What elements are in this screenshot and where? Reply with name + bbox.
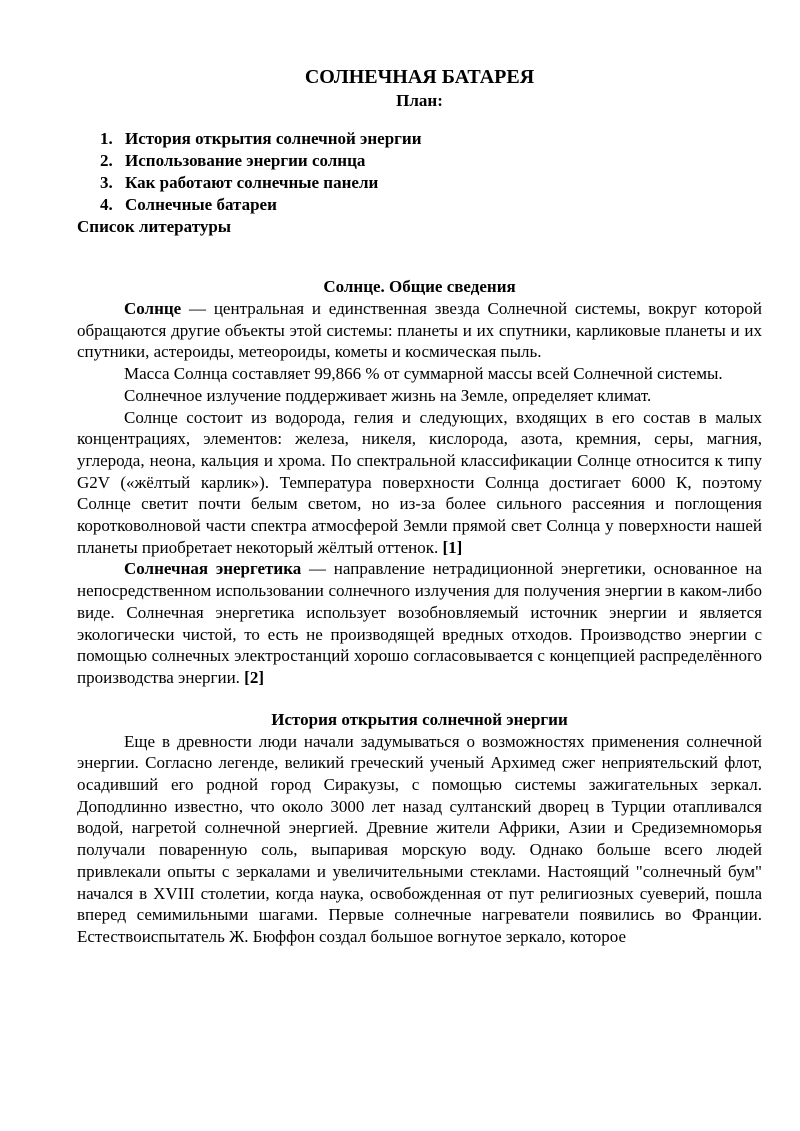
term-sun: Солнце (124, 299, 182, 318)
reference-2: [2] (244, 667, 264, 687)
paragraph-text: — направление нетрадиционной энергетики, основанное на непосредственном использовании солнечного излучения для получения энергии в каком-либо виде. Солнечная энергетика использует возобновляемый источник энергии и является экологически чистой, то есть не производящей вредных отходов. Производство энергии с помощью солнечных электростанций хорошо согласовывается с концепцией распределённого производства энергии. (77, 559, 762, 687)
plan-item-number: 2. (100, 151, 113, 170)
document-page (77, 60, 762, 948)
plan-item-label: История открытия солнечной энергии (125, 129, 422, 148)
paragraph (77, 298, 762, 363)
paragraph (77, 558, 762, 688)
document-title: СОЛНЕЧНАЯ БАТАРЕЯ (304, 66, 535, 88)
paragraph: Масса Солнца составляет 99,866 % от суммарной массы всей Солнечной системы. (124, 364, 723, 384)
section-heading-sun: Солнце. Общие сведения (323, 277, 516, 296)
paragraph-text: — центральная и единственная звезда Солнечной системы, вокруг которой обращаются другие объекты этой системы: планеты и их спутники, карликовые планеты и их спутники, астероиды, метеороиды, кометы и космическая пыль. (77, 299, 762, 362)
plan-item (77, 128, 762, 150)
plan-item (77, 172, 762, 194)
reference-1: [1] (442, 537, 463, 557)
plan-heading: План: (396, 91, 443, 110)
plan-item-label: Как работают солнечные панели (125, 173, 379, 192)
term-solar-energy: Солнечная энергетика (124, 559, 302, 579)
plan-item-number: 3. (100, 173, 113, 192)
plan-item-label: Солнечные батареи (125, 195, 277, 214)
paragraph-text: Солнце состоит из водорода, гелия и следующих, входящих в его состав в малых концентрациях, элементов: железа, никеля, кислорода, азота, кремния, серы, магния, углерода, неона, кальция и хрома. По спектральной классификации Солнце относится к типу G2V («жёлтый карлик»). Температура поверхности Солнца достигает 6000 К, поэтому Солнце светит почти белым светом, но из-за более сильного рассеяния и поглощения коротковолновой части спектра атмосферой Земли прямой свет Солнца у поверхности нашей планеты приобретает некоторый жёлтый оттенок. (77, 407, 762, 557)
plan-item (77, 150, 762, 172)
paragraph: Еще в древности люди начали задумываться о возможностях применения солнечной энергии. Согласно легенде, великий греческий ученый Архимед сжег неприятельский флот, осадивший его родной город Сиракузы, с помощью системы зажигательных зеркал. Доподлинно известно, что около 3000 лет назад султанский дворец в Турции отапливался водой, нагретой солнечной энергией. Древние жители Африки, Азии и Средиземноморья получали поваренную соль, выпаривая морскую воду. Однако больше всего людей привлекали опыты с зеркалами и увеличительными стеклами. Настоящий "солнечный бум" начался в XVIII столетии, когда наука, освобожденная от пут религиозных суеверий, пошла вперед семимильными шагами. Первые солнечные нагреватели появились во Франции. Естествоиспытатель Ж. Бюффон создал большое вогнутое зеркало, которое (77, 731, 762, 946)
paragraph: Солнечное излучение поддерживает жизнь на Земле, определяет климат. (124, 385, 652, 405)
section-heading-history: История открытия солнечной энергии (271, 709, 568, 729)
literature-label: Список литературы (77, 217, 232, 236)
plan-list (77, 128, 762, 216)
plan-item-number: 1. (100, 129, 113, 148)
plan-item-number: 4. (100, 195, 113, 214)
paragraph (77, 407, 762, 559)
plan-item (77, 194, 762, 216)
plan-item-label: Использование энергии солнца (125, 151, 366, 170)
